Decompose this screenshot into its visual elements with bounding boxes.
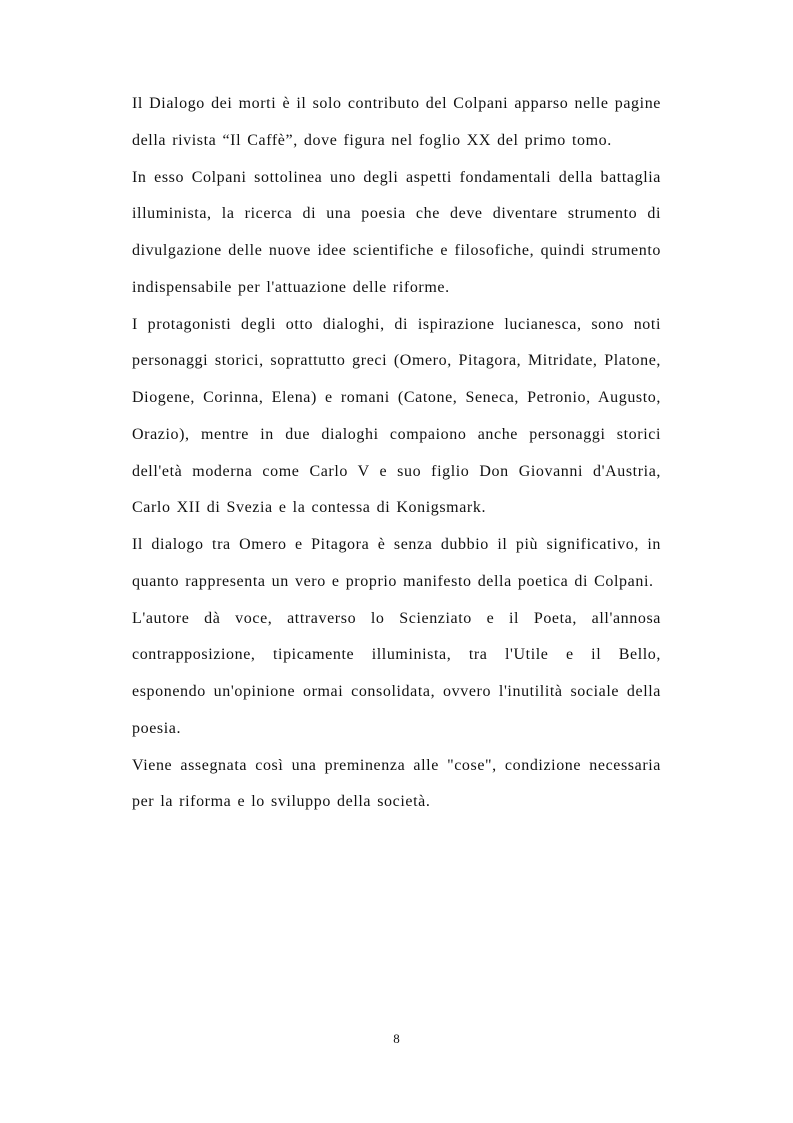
page-number: 8 [393, 1031, 400, 1046]
paragraph-battaglia-illuminista: In esso Colpani sottolinea uno degli aspetti fondamentali della battaglia illuminista, la ricerca di una poesia che deve diventare strumento di divulgazione delle nuove idee scientifiche e filosofiche, quindi strumento indispensabile per l'attuazione delle riforme. [132, 168, 661, 296]
paragraph-protagonisti: I protagonisti degli otto dialoghi, di ispirazione lucianesca, sono noti personaggi storici, soprattutto greci (Omero, Pitagora, Mitridate, Platone, Diogene, Corinna, Elena) e romani (Catone, Seneca, Petronio, Augusto, Orazio), mentre in due dialoghi compaiono anche personaggi storici dell'età moderna come Carlo V e suo figlio Don Giovanni d'Austria, Carlo XII di Svezia e la contessa di Konigsmark. [132, 315, 661, 517]
paragraph-preminenza-cose: Viene assegnata così una preminenza alle "cose", condizione necessaria per la riforma e lo sviluppo della società. [132, 756, 661, 811]
paragraph-utile-bello: L'autore dà voce, attraverso lo Scienziato e il Poeta, all'annosa contrapposizione, tipicamente illuminista, tra l'Utile e il Bello, esponendo un'opinione ormai consolidata, ovvero l'inutilità sociale della poesia. [132, 609, 661, 737]
paragraph-dialogo-dei-morti: Il Dialogo dei morti è il solo contributo del Colpani apparso nelle pagine della rivista “Il Caffè”, dove figura nel foglio XX del primo tomo. [132, 95, 661, 149]
paragraph-omero-pitagora: Il dialogo tra Omero e Pitagora è senza dubbio il più significativo, in quanto rappresenta un vero e proprio manifesto della poetica di Colpani. [132, 536, 661, 590]
document-body [132, 86, 661, 821]
